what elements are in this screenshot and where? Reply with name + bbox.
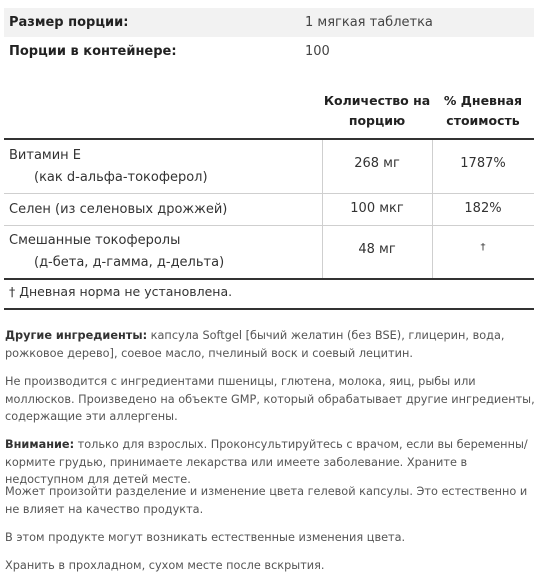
column-header-amount — [322, 86, 432, 136]
table-row — [4, 194, 534, 225]
nutrient-amount: 100 мкг — [350, 201, 404, 216]
serving-size-value: 1 мягкая таблетка — [305, 15, 433, 30]
separation-note: Может произойти разделение и изменение цвета гелевой капсулы. Это естественно и не влияет на качество продукта. — [5, 485, 528, 516]
nutrient-name: Смешанные токоферолы — [9, 233, 181, 248]
nutrient-subname: (как d-альфа-токоферол) — [34, 170, 208, 185]
column-header-amount-line2: порцию — [348, 113, 406, 128]
servings-per-container-value: 100 — [305, 44, 330, 59]
nutrient-name: Витамин E — [9, 148, 82, 163]
other-ingredients — [5, 327, 535, 362]
nutrient-amount: 48 мг — [358, 242, 396, 257]
column-divider — [432, 140, 433, 278]
nutrient-daily-value: 1787% — [460, 156, 506, 171]
serving-size-row — [4, 8, 534, 37]
storage-note: Хранить в прохладном, сухом месте после вскрытия. — [5, 559, 325, 572]
footnote: † Дневная норма не установлена. — [9, 284, 233, 299]
column-header-daily-value — [432, 86, 534, 136]
other-ingredients-text: капсула Softgel [бычий желатин (без BSE), глицерин, вода, рожковое дерево], соевое масло, пчелиный воск и соевый лецитин. — [5, 329, 505, 360]
column-header-dv-line1: % Дневная — [443, 93, 523, 108]
other-ingredients-label: Другие ингредиенты: — [5, 329, 148, 342]
nutrient-name: Селен (из селеновых дрожжей) — [9, 202, 228, 217]
table-row — [4, 140, 534, 193]
warning-label: Внимание: — [5, 438, 75, 451]
warning-text: только для взрослых. Проконсультируйтесь с врачом, если вы беременны/кормите грудью, принимаете лекарства или имеете заболевание. Храните в недоступном для детей месте. — [5, 438, 528, 486]
table-header — [4, 86, 534, 136]
table-row — [4, 226, 534, 278]
nutrient-daily-value: 182% — [464, 201, 502, 216]
nutrient-daily-value: † — [480, 242, 486, 253]
column-header-dv-line2: стоимость — [446, 113, 520, 128]
allergen-statement: Не производится с ингредиентами пшеницы, глютена, молока, яиц, рыбы или моллюсков. Произведено на объекте GMP, который обрабатывает другие ингредиенты, содержащие эти аллергены. — [5, 375, 535, 423]
serving-size-label: Размер порции: — [9, 15, 129, 30]
column-divider — [322, 140, 323, 278]
footer-divider — [4, 308, 534, 310]
servings-per-container-row — [4, 37, 534, 66]
servings-per-container-label: Порции в контейнере: — [9, 44, 177, 59]
nutrient-subname: (д-бета, д-гамма, д-дельта) — [34, 255, 225, 270]
warning-statement — [5, 436, 535, 489]
color-change-note: В этом продукте могут возникать естественные изменения цвета. — [5, 531, 406, 544]
table-bottom-divider — [4, 278, 534, 280]
nutrient-amount: 268 мг — [354, 156, 400, 171]
column-header-amount-line1: Количество на — [323, 93, 431, 108]
